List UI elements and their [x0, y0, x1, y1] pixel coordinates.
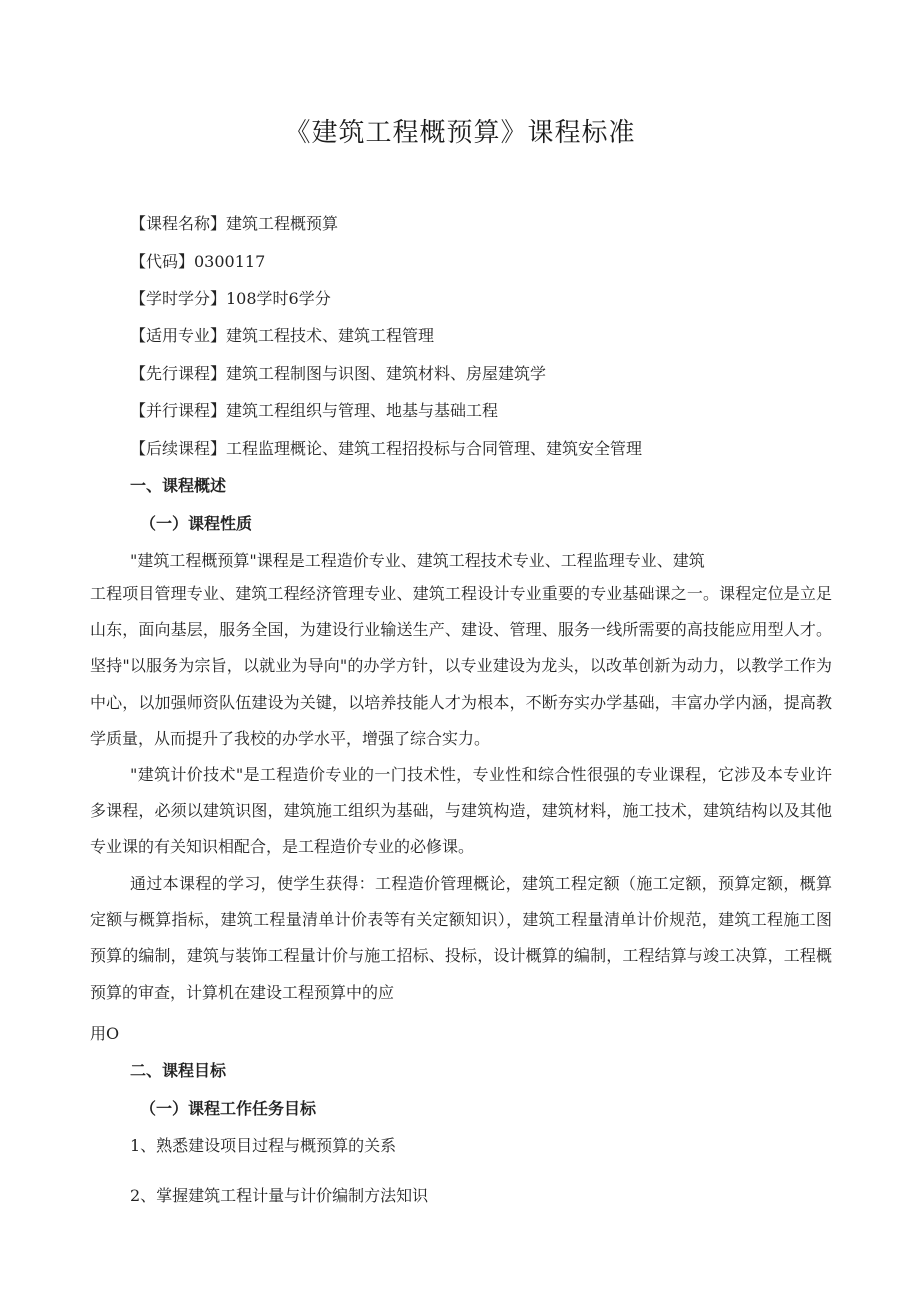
meta-parallel-courses: 【并行课程】建筑工程组织与管理、地基与基础工程: [130, 401, 499, 420]
meta-hours-credits: 【学时学分】108学时6学分: [130, 289, 331, 308]
meta-course-code: 【代码】0300117: [130, 252, 266, 271]
paragraph-3: 通过本课程的学习，使学生获得：工程造价管理概论，建筑工程定额（施工定额，预算定额，概算定额与概算指标，建筑工程量清单计价表等有关定额知识），建筑工程量清单计价规范，建筑工程施工图预算的编制，建筑与装饰工程量计价与施工招标、投标，设计概算的编制，工程结算与竣工决算，工程概预算的审查，计算机在建设工程预算中的应: [90, 874, 832, 1002]
meta-prerequisites: 【先行课程】建筑工程制图与识图、建筑材料、房屋建筑学: [130, 364, 547, 383]
paragraph-1-first-line: "建筑工程概预算"课程是工程造价专业、建筑工程技术专业、工程监理专业、建筑: [130, 551, 705, 570]
meta-follow-up-courses: 【后续课程】工程监理概论、建筑工程招投标与合同管理、建筑安全管理: [130, 439, 643, 458]
document-title: 《建筑工程概预算》课程标准: [284, 118, 636, 148]
section-heading-objectives: 二、课程目标: [130, 1061, 227, 1080]
subsection-heading-nature: （一）课程性质: [140, 514, 253, 533]
paragraph-3-tail: 用O: [90, 1024, 120, 1043]
list-item: 2、掌握建筑工程计量与计价编制方法知识: [130, 1186, 429, 1205]
paragraph-2: "建筑计价技术"是工程造价专业的一门技术性，专业性和综合性很强的专业课程，它涉及本专业许多课程，必须以建筑识图，建筑施工组织为基础，与建筑构造，建筑材料，施工技术，建筑结构以及其他专业课的有关知识相配合，是工程造价专业的必修课。: [90, 765, 832, 857]
meta-applicable-majors: 【适用专业】建筑工程技术、建筑工程管理: [130, 326, 435, 345]
paragraph-1-body: 工程项目管理专业、建筑工程经济管理专业、建筑工程设计专业重要的专业基础课之一。课程定位是立足山东，面向基层，服务全国，为建设行业输送生产、建设、管理、服务一线所需要的高技能应用型人才。坚持"以服务为宗旨，以就业为导向"的办学方针，以专业建设为龙头，以改革创新为动力，以教学工作为中心，以加强师资队伍建设为关键，以培养技能人才为根本，不断夯实办学基础，丰富办学内涵，提高教学质量，从而提升了我校的办学水平，增强了综合实力。: [90, 584, 832, 748]
list-item: 1、熟悉建设项目过程与概预算的关系: [130, 1136, 397, 1155]
subsection-heading-task-objectives: （一）课程工作任务目标: [140, 1099, 317, 1118]
section-heading-overview: 一、课程概述: [130, 476, 227, 495]
meta-course-name: 【课程名称】建筑工程概预算: [130, 214, 339, 233]
